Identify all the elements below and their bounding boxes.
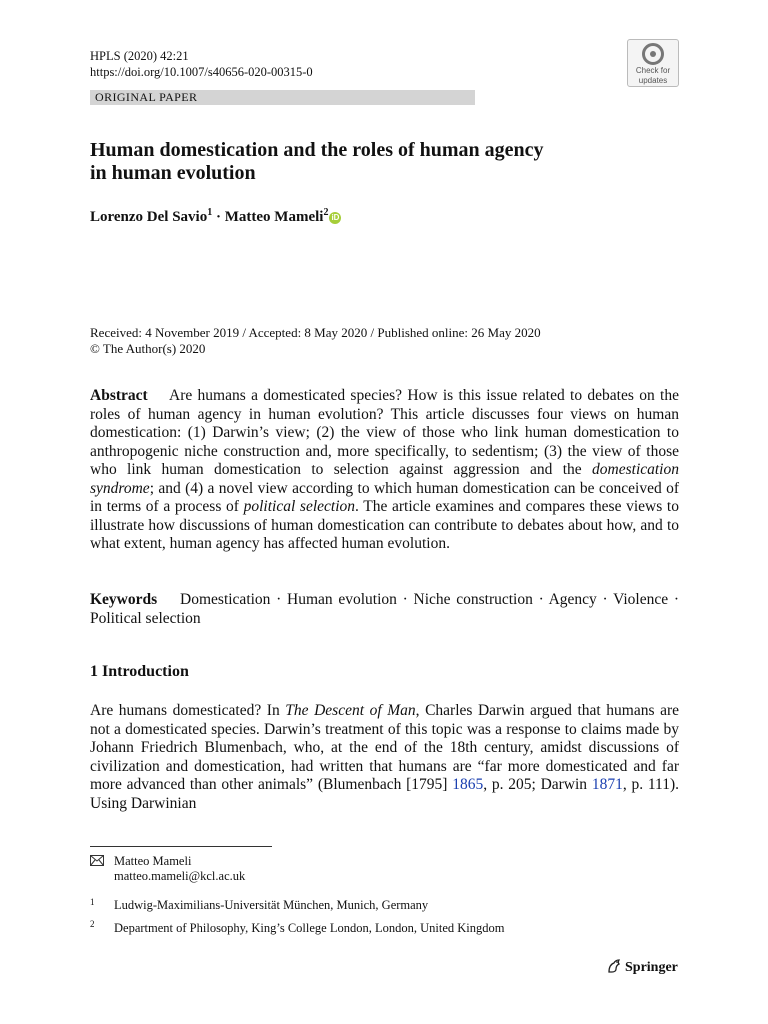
publisher-logo [606,958,678,978]
crossmark-label-1: Check for [635,66,671,75]
corresponding-author-name: Matteo Mameli [114,854,192,868]
publication-dates: Received: 4 November 2019 / Accepted: 8 May 2020 / Published online: 26 May 2020 [90,325,541,340]
affiliation-2-number: 2 [90,919,95,929]
abstract-emphasis-2: political selection [243,498,355,515]
section-heading: 1 Introduction [90,663,189,680]
copyright: © The Author(s) 2020 [90,341,206,356]
abstract-emphasis-1: domestication syndrome [90,461,679,497]
journal-citation: HPLS (2020) 42:21 [90,49,189,63]
springer-horse-icon [606,958,622,974]
intro-text-4: , p. 111). Using Darwinian [90,776,680,812]
introduction-paragraph [90,702,679,813]
corresponding-author-email[interactable]: matteo.mameli@kcl.ac.uk [114,869,246,883]
author-2-affiliation: 2 [323,207,329,218]
keywords [90,591,679,628]
envelope-icon [90,855,104,869]
citation-link-1865[interactable]: 1865 [452,776,484,793]
affiliation-1: Ludwig-Maximilians-Universität München, Munich, Germany [114,898,429,912]
intro-text-3: , p. 205; Darwin [483,776,592,793]
keywords-list: Domestication · Human evolution · Niche construction · Agency · Violence · Political selection [90,591,679,627]
citation-link-1871[interactable]: 1871 [591,776,623,793]
check-for-updates-badge[interactable] [627,39,679,87]
article-title [90,139,690,185]
crossmark-label-2: updates [638,76,668,85]
author-1[interactable]: Lorenzo Del Savio [90,209,208,225]
intro-text-2: , Charles Darwin argued that humans are not a domesticated species. Darwin’s treatment of this topic was a response to claims made by Johann Friedrich Blumenbach, who, at the end of the 18th century, amidst discussions of civilization and domestication, had written that humans are “far more domesticated and far more advanced than other animals” (Blumenbach [1795] [90,702,679,793]
publisher-name: Springer [625,960,678,975]
abstract-label: Abstract [90,387,148,404]
abstract-text-3: . The article examines and compares these views to illustrate how discussions of human domestication can contribute to debates about how, and to what extent, human agency has affected human evolution. [90,498,679,552]
title-line-1: Human domestication and the roles of human agency [90,139,544,161]
paper-type-label: ORIGINAL PAPER [95,90,198,104]
title-line-2: in human evolution [90,162,256,184]
abstract-text-1: Are humans a domesticated species? How is this issue related to debates on the roles of human agency in human evolution? This article discusses four views on human domestication: (1) Darwin’s view; (2) the view of those who link human domestication to anthropogenic niche construction and, more specifically, to sedentism; (3) the view of those who link human domestication to selection against aggression and the [90,387,679,478]
abstract-text-2: ; and (4) a novel view according to which human domestication can be conceived of in terms of a process of [90,479,679,515]
affiliation-1-number: 1 [90,897,95,907]
affiliation-2: Department of Philosophy, King’s College London, London, United Kingdom [114,921,505,935]
author-1-affiliation: 1 [207,207,213,218]
footnote-divider [90,846,272,847]
author-list [90,207,341,227]
author-separator: · [212,209,225,225]
doi-link[interactable]: https://doi.org/10.1007/s40656-020-00315-0 [90,65,313,79]
orcid-icon[interactable]: iD [331,213,340,222]
author-2[interactable]: Matteo Mameli [224,209,324,225]
intro-text-1: Are humans domesticated? In [90,702,286,719]
crossmark-icon [642,43,664,65]
keywords-label: Keywords [90,591,158,608]
abstract [90,387,679,554]
intro-book-title: The Descent of Man [285,702,416,719]
